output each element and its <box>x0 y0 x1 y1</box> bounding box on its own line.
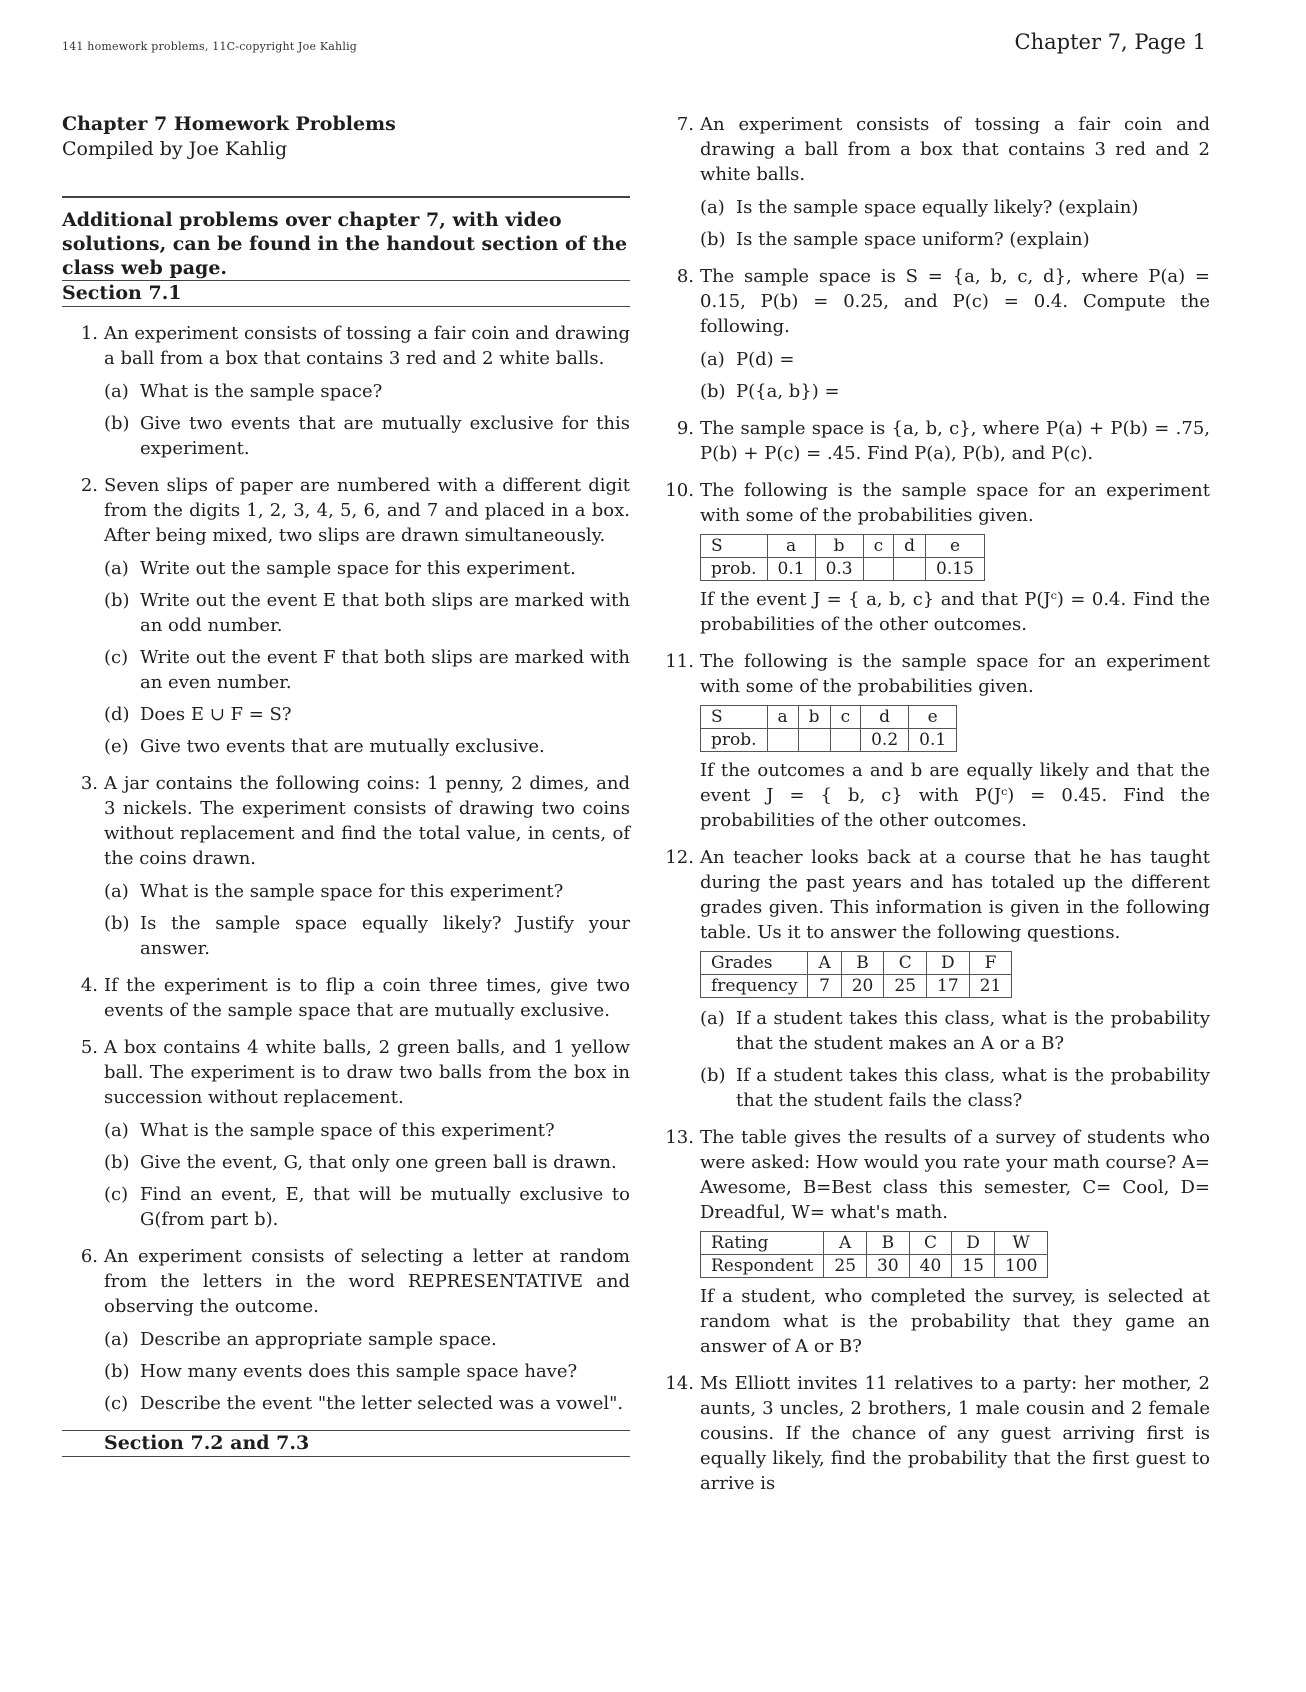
problem-number: 11. <box>665 651 694 672</box>
table-row <box>701 975 1012 998</box>
problem-7 <box>658 112 1210 252</box>
part-label: (c) <box>104 1184 129 1205</box>
table-cell: S <box>701 535 768 558</box>
problem-4 <box>62 973 630 1023</box>
table-cell <box>894 558 926 581</box>
part-text: If a student takes this class, what is the probability that the student fails the class? <box>736 1065 1210 1111</box>
table-cell: 100 <box>994 1255 1047 1278</box>
part-label: (b) <box>104 1152 130 1173</box>
table-cell: 0.2 <box>861 729 909 752</box>
table-cell: Grades <box>701 952 808 975</box>
table-cell: B <box>867 1232 910 1255</box>
table-cell: F <box>969 952 1012 975</box>
part-label: (b) <box>104 1361 130 1382</box>
table-cell: A <box>824 1232 867 1255</box>
problem-tail: If a student, who completed the survey, is selected at random what is the probability that they game an answer of A or B? <box>700 1286 1210 1357</box>
problem-2 <box>62 473 630 759</box>
table-cell: prob. <box>701 558 768 581</box>
table-row <box>701 558 985 581</box>
problem-number: 10. <box>665 480 694 501</box>
problem-number: 2. <box>80 475 98 496</box>
part-label: (e) <box>104 736 129 757</box>
part-text: Give the event, G, that only one green ball is drawn. <box>140 1152 617 1173</box>
part-text: Does E ∪ F = S? <box>140 704 292 725</box>
part-text: If a student takes this class, what is the probability that the student makes an A or a B? <box>736 1008 1210 1054</box>
part-label: (c) <box>104 1393 129 1414</box>
part-label: (d) <box>104 704 130 725</box>
document-title: Chapter 7 Homework Problems <box>62 113 396 135</box>
problem-part <box>104 1391 630 1416</box>
table-cell: A <box>808 952 841 975</box>
part-label: (a) <box>104 1329 129 1350</box>
table-row <box>701 535 985 558</box>
table-cell: 30 <box>867 1255 910 1278</box>
problem-part <box>700 1063 1210 1113</box>
table-cell: 0.1 <box>767 558 815 581</box>
problem-number: 12. <box>665 847 694 868</box>
problem-text: The following is the sample space for an experiment with some of the probabilities given. <box>700 480 1210 526</box>
table-cell: d <box>861 706 909 729</box>
problem-part <box>104 1359 630 1384</box>
problem-8 <box>658 264 1210 404</box>
part-label: (b) <box>104 413 130 434</box>
part-text: Give two events that are mutually exclusive. <box>140 736 545 757</box>
part-label: (b) <box>104 590 130 611</box>
problem-text: The sample space is S = {a, b, c, d}, where P(a) = 0.15, P(b) = 0.25, and P(c) = 0.4. Compute the following. <box>700 266 1210 337</box>
part-label: (a) <box>104 1120 129 1141</box>
table-cell: a <box>767 535 815 558</box>
problem-6 <box>62 1244 630 1416</box>
table-cell: Respondent <box>701 1255 824 1278</box>
problem-13 <box>658 1125 1210 1359</box>
problem-text: A box contains 4 white balls, 2 green balls, and 1 yellow ball. The experiment is to draw two balls from the box in succession without replacement. <box>104 1037 630 1108</box>
section-7-2-heading: Section 7.2 and 7.3 <box>62 1430 630 1457</box>
problem-part <box>104 411 630 461</box>
table-cell: S <box>701 706 768 729</box>
part-label: (b) <box>700 1065 726 1086</box>
table-cell: D <box>952 1232 995 1255</box>
table-row <box>701 1255 1048 1278</box>
problem-text: An experiment consists of selecting a letter at random from the letters in the word REPRESENTATIVE and observing the outcome. <box>104 1246 630 1317</box>
table-cell: D <box>927 952 970 975</box>
part-label: (a) <box>700 1008 725 1029</box>
problem-12 <box>658 845 1210 1113</box>
problem-part <box>104 379 630 404</box>
document-author: Compiled by Joe Kahlig <box>62 138 288 160</box>
part-text: Is the sample space equally likely? Justify your answer. <box>140 913 630 959</box>
problem-parts <box>104 379 630 461</box>
problem-text: An experiment consists of tossing a fair coin and drawing a ball from a box that contains 3 red and 2 white balls. <box>700 114 1210 185</box>
table-cell <box>767 729 798 752</box>
table-cell: 21 <box>969 975 1012 998</box>
part-label: (b) <box>104 913 130 934</box>
problem-number: 3. <box>80 773 98 794</box>
problem-number: 9. <box>676 418 694 439</box>
table-cell: 25 <box>824 1255 867 1278</box>
part-label: (a) <box>700 197 725 218</box>
table-cell: e <box>909 706 957 729</box>
problem-part <box>104 1118 630 1143</box>
table-cell: 40 <box>909 1255 952 1278</box>
problem-part <box>104 556 630 581</box>
right-column <box>658 112 1210 1508</box>
problem-part <box>104 1150 630 1175</box>
problem-part <box>104 702 630 727</box>
table-cell: e <box>926 535 985 558</box>
part-label: (b) <box>700 229 726 250</box>
problem-text: An experiment consists of tossing a fair coin and drawing a ball from a box that contains 3 red and 2 white balls. <box>104 323 630 369</box>
problem-5 <box>62 1035 630 1232</box>
problem-text: The table gives the results of a survey of students who were asked: How would you rate your math course? A= Awesome, B=Best class this semester, C= Cool, D= Dreadful, W= what's math. <box>700 1127 1210 1223</box>
table-cell <box>798 729 830 752</box>
table-cell: 0.15 <box>926 558 985 581</box>
table-cell: a <box>767 706 798 729</box>
problem-part <box>104 588 630 638</box>
problem-number: 1. <box>80 323 98 344</box>
problem-text: A jar contains the following coins: 1 penny, 2 dimes, and 3 nickels. The experiment consists of drawing two coins without replacement and find the total value, in cents, of the coins drawn. <box>104 773 630 869</box>
problem-9 <box>658 416 1210 466</box>
problem-10 <box>658 478 1210 637</box>
part-label: (a) <box>104 558 129 579</box>
table-cell: 7 <box>808 975 841 998</box>
table-row <box>701 1232 1048 1255</box>
problem-parts <box>700 195 1210 252</box>
survey-table <box>700 1231 1048 1278</box>
part-text: P(d) = <box>736 349 795 370</box>
problem-1 <box>62 321 630 461</box>
problem-part <box>104 911 630 961</box>
problem-parts <box>700 347 1210 404</box>
table-cell: 0.3 <box>815 558 863 581</box>
part-label: (a) <box>104 881 129 902</box>
problem-part <box>700 195 1210 220</box>
part-label: (c) <box>104 647 129 668</box>
problem-number: 5. <box>80 1037 98 1058</box>
problem-number: 7. <box>676 114 694 135</box>
problem-part <box>104 1327 630 1352</box>
table-cell: d <box>894 535 926 558</box>
problem-part <box>700 347 1210 372</box>
table-row <box>701 729 957 752</box>
part-label: (a) <box>700 349 725 370</box>
table-cell: b <box>815 535 863 558</box>
problem-text: Ms Elliott invites 11 relatives to a party: her mother, 2 aunts, 3 uncles, 2 brothers, 1 male cousin and 2 female cousins. If the chance of any guest arriving first is equally likely, find the probability that the first guest to arrive is <box>700 1373 1210 1494</box>
part-text: What is the sample space? <box>140 381 383 402</box>
problem-number: 6. <box>80 1246 98 1267</box>
left-column <box>62 112 630 1471</box>
problem-parts <box>104 879 630 961</box>
part-text: Write out the event E that both slips are marked with an odd number. <box>140 590 630 636</box>
problem-tail: If the event J = { a, b, c} and that P(Jᶜ) = 0.4. Find the probabilities of the other outcomes. <box>700 589 1210 635</box>
table-cell: 25 <box>884 975 927 998</box>
problem-14 <box>658 1371 1210 1496</box>
problem-parts <box>700 1006 1210 1113</box>
part-text: P({a, b}) = <box>736 381 840 402</box>
part-text: Describe the event "the letter selected was a vowel". <box>140 1393 624 1414</box>
table-cell <box>830 729 861 752</box>
problem-text: The sample space is {a, b, c}, where P(a) + P(b) = .75, P(b) + P(c) = .45. Find P(a), P(b), and P(c). <box>700 418 1210 464</box>
table-cell: c <box>830 706 861 729</box>
problem-part <box>700 1006 1210 1056</box>
problem-part <box>104 645 630 695</box>
problem-part <box>104 1182 630 1232</box>
problem-parts <box>104 556 630 759</box>
part-text: Is the sample space uniform? (explain) <box>736 229 1090 250</box>
part-text: Give two events that are mutually exclusive for this experiment. <box>140 413 630 459</box>
problem-parts <box>104 1327 630 1416</box>
problem-part <box>104 879 630 904</box>
problem-number: 8. <box>676 266 694 287</box>
table-cell: 17 <box>927 975 970 998</box>
problem-tail: If the outcomes a and b are equally likely and that the event J = { b, c} with P(Jᶜ) = 0.45. Find the probabilities of the other outcomes. <box>700 760 1210 831</box>
problem-part <box>104 734 630 759</box>
table-cell: Rating <box>701 1232 824 1255</box>
problem-text: The following is the sample space for an experiment with some of the probabilities given. <box>700 651 1210 697</box>
table-cell: prob. <box>701 729 768 752</box>
part-text: Describe an appropriate sample space. <box>140 1329 497 1350</box>
table-row <box>701 952 1012 975</box>
probability-table <box>700 705 957 752</box>
part-text: What is the sample space of this experiment? <box>140 1120 555 1141</box>
problem-part <box>700 379 1210 404</box>
table-cell: B <box>841 952 884 975</box>
problem-text: If the experiment is to flip a coin three times, give two events of the sample space that are mutually exclusive. <box>104 975 630 1021</box>
section-7-1-heading: Section 7.1 <box>62 280 630 307</box>
table-cell: b <box>798 706 830 729</box>
table-cell: frequency <box>701 975 808 998</box>
grades-table <box>700 951 1012 998</box>
part-text: Find an event, E, that will be mutually exclusive to G(from part b). <box>140 1184 630 1230</box>
table-cell: 0.1 <box>909 729 957 752</box>
problem-text: An teacher looks back at a course that he has taught during the past years and has totaled up the different grades given. This information is given in the following table. Us it to answer the following questions. <box>700 847 1210 943</box>
part-text: Write out the event F that both slips are marked with an even number. <box>140 647 630 693</box>
table-row <box>701 706 957 729</box>
table-cell: 15 <box>952 1255 995 1278</box>
left-problem-list <box>62 321 630 1416</box>
part-text: What is the sample space for this experiment? <box>140 881 564 902</box>
table-cell: 20 <box>841 975 884 998</box>
part-label: (b) <box>700 381 726 402</box>
table-cell: C <box>884 952 927 975</box>
video-note: Additional problems over chapter 7, with video solutions, can be found in the handout section of the class web page. <box>62 209 628 279</box>
problem-parts <box>104 1118 630 1232</box>
table-cell: C <box>909 1232 952 1255</box>
problem-part <box>700 227 1210 252</box>
probability-table <box>700 534 985 581</box>
part-label: (a) <box>104 381 129 402</box>
part-text: Write out the sample space for this experiment. <box>140 558 576 579</box>
problem-11 <box>658 649 1210 833</box>
problem-text: Seven slips of paper are numbered with a different digit from the digits 1, 2, 3, 4, 5, 6, and 7 and placed in a box. After being mixed, two slips are drawn simultaneously. <box>104 475 630 546</box>
problem-3 <box>62 771 630 961</box>
table-cell: W <box>994 1232 1047 1255</box>
header-copyright: 141 homework problems, 11C-copyright Joe Kahlig <box>62 40 358 53</box>
part-text: How many events does this sample space have? <box>140 1361 578 1382</box>
header-page-number: Chapter 7, Page 1 <box>1014 30 1206 54</box>
table-cell: c <box>863 535 894 558</box>
problem-number: 14. <box>665 1373 694 1394</box>
part-text: Is the sample space equally likely? (explain) <box>736 197 1139 218</box>
table-cell <box>863 558 894 581</box>
problem-number: 4. <box>80 975 98 996</box>
problem-number: 13. <box>665 1127 694 1148</box>
